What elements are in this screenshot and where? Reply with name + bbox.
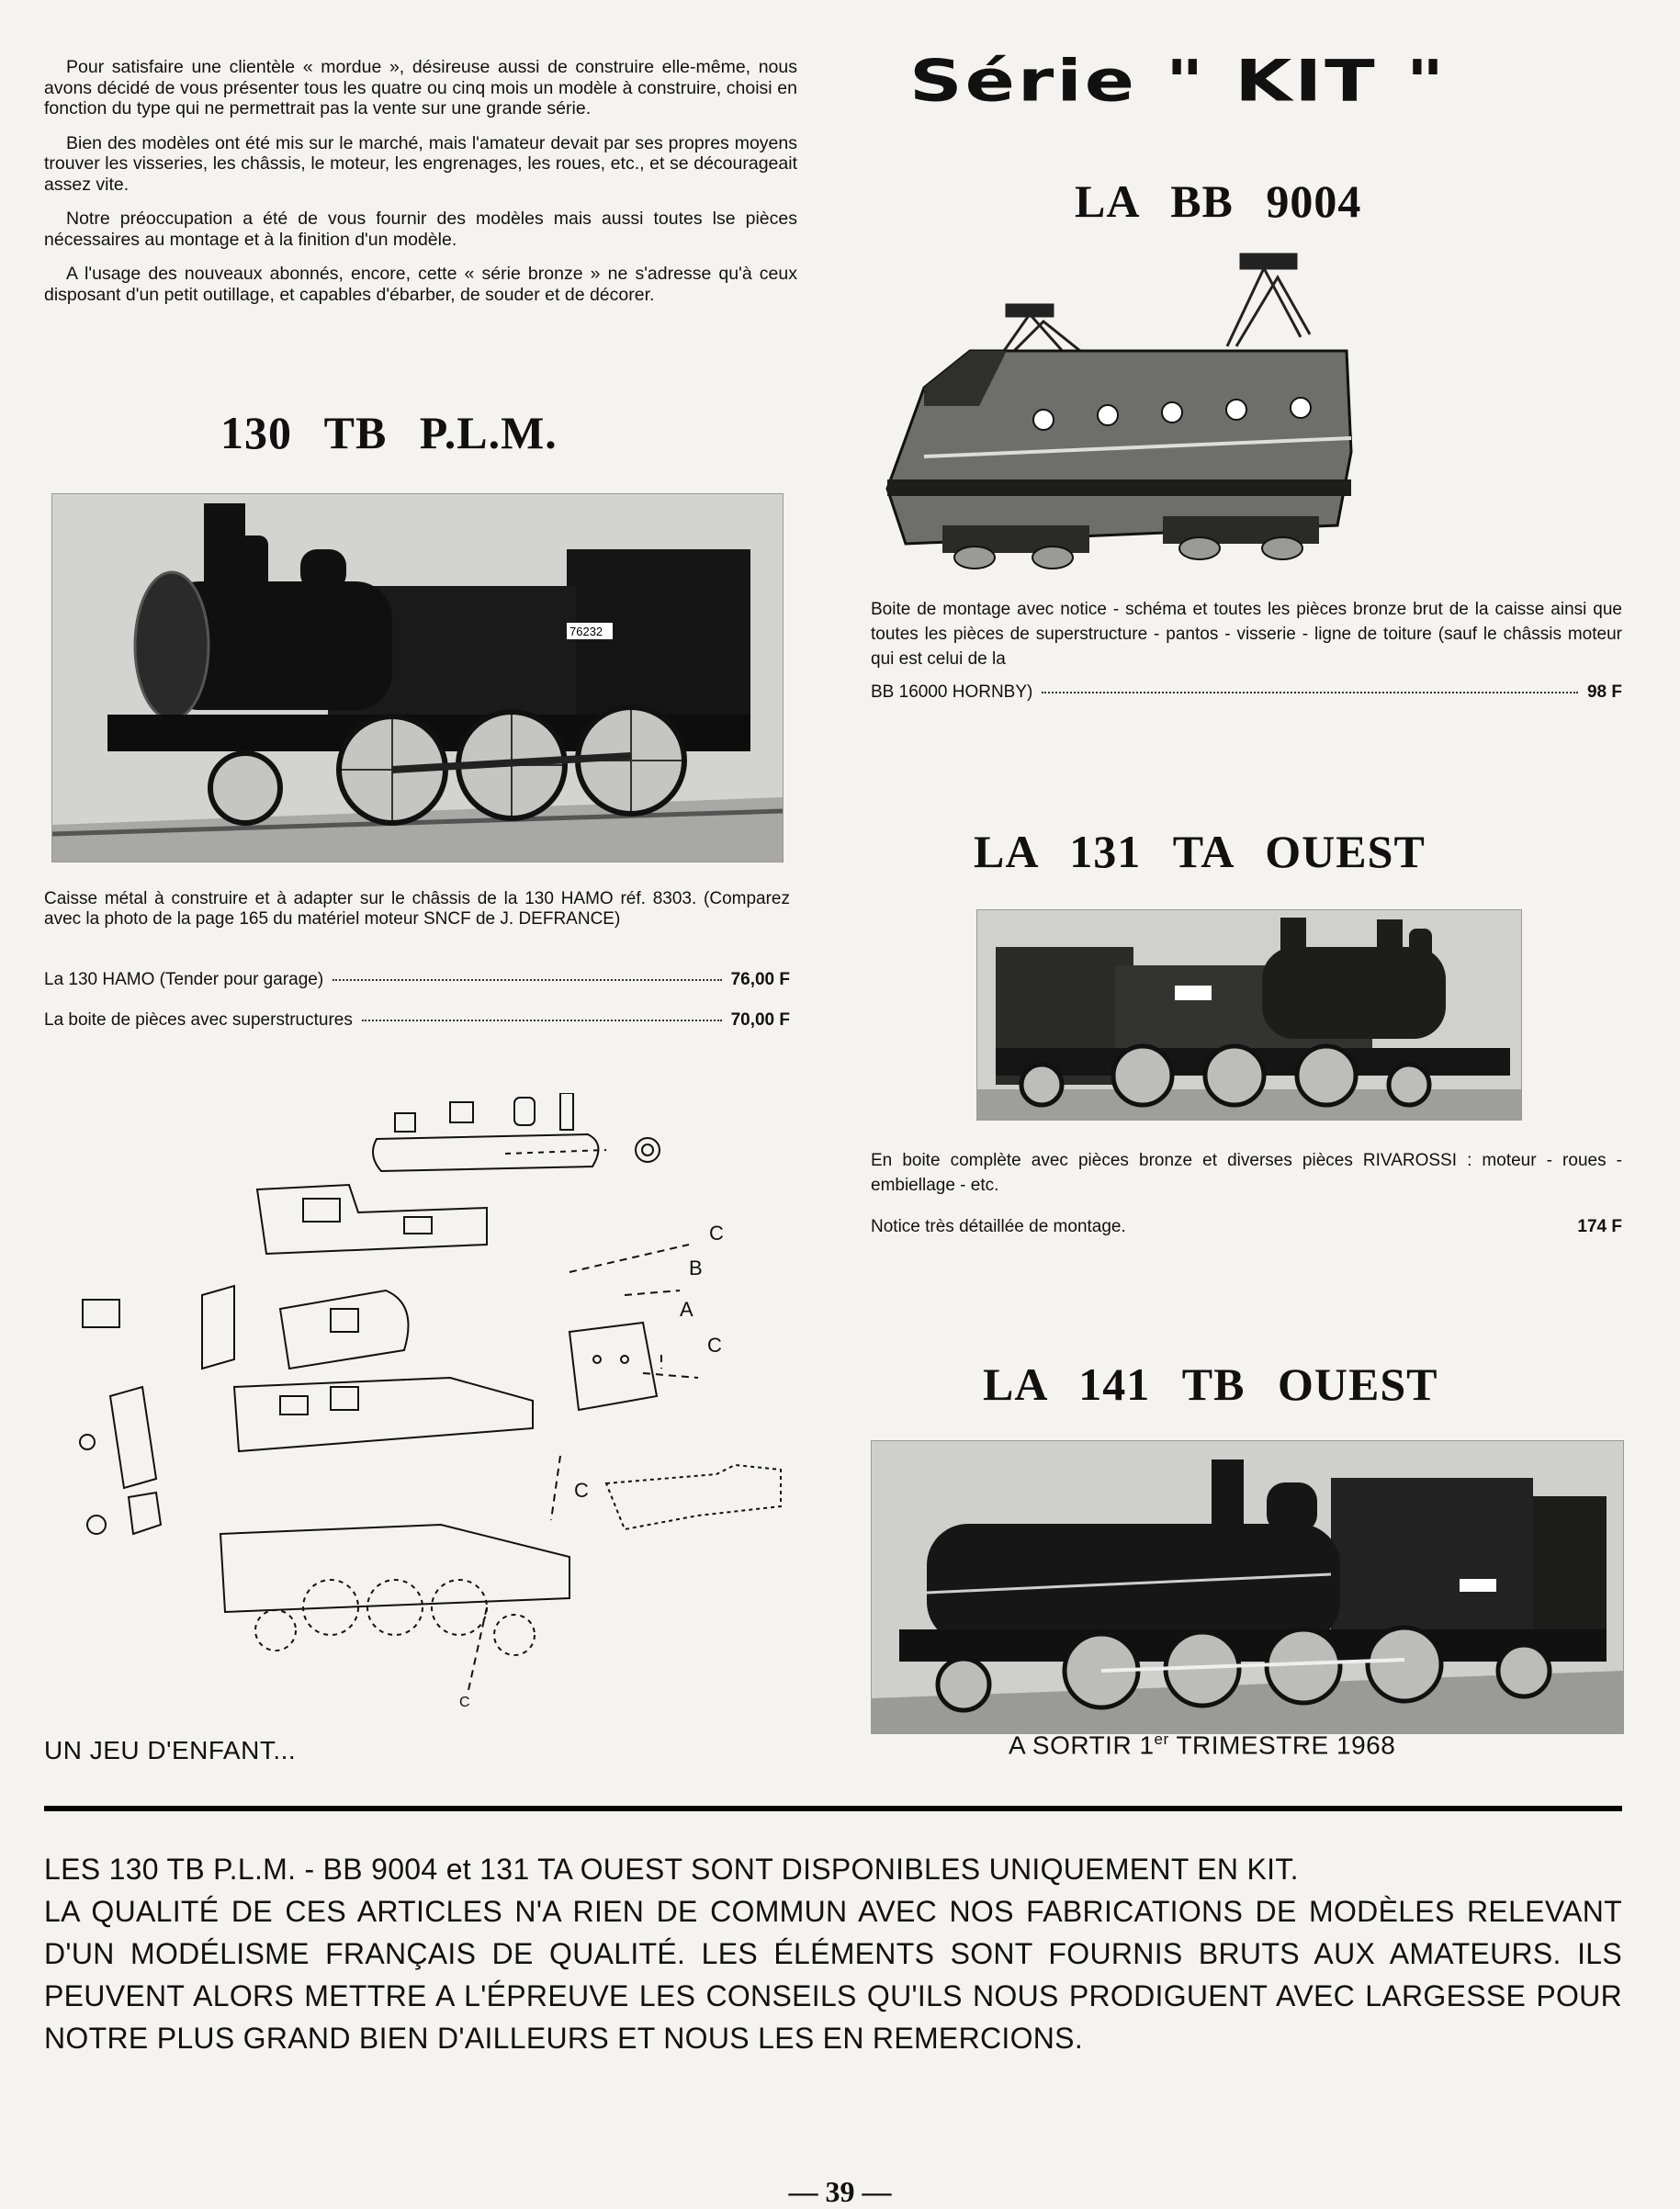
plm-item-price: 76,00 F: [730, 970, 790, 989]
intro-paragraph: Bien des modèles ont été mis sur le marché, mais l'amateur devait par ses propres moyens trouver les visseries, les châssis, le moteur, les engrenages, les roues, etc., et se décourageait assez vite.: [44, 132, 797, 195]
ta131-photo: [976, 909, 1522, 1121]
leader-dots: [362, 1020, 722, 1021]
diagram-letter: C: [459, 1695, 470, 1710]
footer-paragraph: LA QUALITÉ DE CES ARTICLES N'A RIEN DE COMMUN AVEC NOS FABRICATIONS DE MODÈLES RELEVANT D'UN MODÉLISME FRANÇAIS DE QUALITÉ. LES ÉLÉMENTS SONT FOURNIS BRUTS AUX AMATEURS. ILS PEUVENT ALORS METTRE A L'ÉPREUVE LES CONSEILS QU'ILS NOUS PRODIGUENT AVEC LARGESSE POUR NOTRE PLUS GRAND BIEN D'AILLEURS ET NOUS LES EN REMERCIONS.: [44, 1895, 1622, 2055]
exploded-diagram: [55, 1093, 808, 1731]
plm-heading: 130 TB P.L.M.: [220, 407, 558, 458]
plm-price-line: [44, 970, 790, 990]
plm-caption: Caisse métal à construire et à adapter sur le châssis de la 130 HAMO réf. 8303. (Comparez avec la photo de la page 165 du matériel moteur SNCF de J. DEFRANCE): [44, 889, 790, 929]
tb141-heading: LA 141 TB OUEST: [983, 1358, 1438, 1410]
diagram-letter: C: [707, 1334, 722, 1357]
tb141-release-sup: er: [1154, 1730, 1169, 1748]
footer-line: LES 130 TB P.L.M. - BB 9004 et 131 TA OUEST SONT DISPONIBLES UNIQUEMENT EN KIT.: [44, 1853, 1299, 1886]
page-title: Série " KIT ": [909, 48, 1448, 115]
ta131-caption: En boite complète avec pièces bronze et diverses pièces RIVAROSSI : moteur - roues - embiellage - etc.: [871, 1151, 1622, 1195]
plm-number-plate: 76232: [569, 625, 603, 638]
diagram-letter: C: [574, 1479, 589, 1502]
intro-paragraph: Pour satisfaire une clientèle « mordue », désireuse aussi de construire elle-même, nous avons décidé de vous présenter tous les quatre ou cinq mois un modèle à construire, choisi en fonction du type qui ne permettrait pas la vente sur une grande série.: [44, 57, 797, 118]
plm-item-label: La 130 HAMO (Tender pour garage): [44, 970, 324, 989]
bb9004-photo: [869, 250, 1365, 579]
plm-item-label: La boite de pièces avec superstructures: [44, 1010, 353, 1030]
intro-text: [44, 57, 797, 319]
intro-paragraph: A l'usage des nouveaux abonnés, encore, cette « série bronze » ne s'adresse qu'à ceux disposant d'un petit outillage, et capables d'ébarber, de souder et de décorer.: [44, 264, 797, 305]
tb141-release-suffix: TRIMESTRE 1968: [1168, 1730, 1396, 1760]
bb9004-price-label: BB 16000 HORNBY): [871, 682, 1033, 702]
divider: [44, 1806, 1622, 1811]
tb141-release-date: [1009, 1730, 1395, 1760]
diagram-letter: C: [709, 1222, 724, 1245]
intro-paragraph: Notre préoccupation a été de vous fournir des modèles mais aussi toutes lse pièces nécessaires au montage et à la finition d'un modèle.: [44, 209, 797, 250]
ta131-notice: Notice très détaillée de montage.: [871, 1217, 1126, 1236]
tb141-photo: [871, 1440, 1624, 1734]
leader-dots: [1042, 692, 1578, 693]
page-number: — 39 —: [788, 2175, 892, 2208]
ta131-price: 174 F: [1577, 1217, 1622, 1236]
plm-item-price: 70,00 F: [730, 1010, 790, 1030]
bb9004-heading: LA BB 9004: [1075, 175, 1362, 227]
plm-price-line: [44, 1010, 790, 1031]
leader-dots: [333, 979, 721, 981]
plm-photo: [51, 493, 784, 862]
bb9004-price-line: [871, 682, 1622, 703]
bb9004-caption: Boite de montage avec notice - schéma et toutes les pièces bronze brut de la caisse ainsi que toutes les pièces de superstructure - pantos - visserie - ligne de toiture (sauf le châssis moteur qui est celui de la: [871, 600, 1622, 669]
diagram-letter: A: [680, 1298, 693, 1321]
tb141-release-prefix: A SORTIR 1: [1009, 1730, 1155, 1760]
footer-text: [44, 1848, 1622, 2059]
ta131-price-line: [871, 1217, 1622, 1237]
diagram-caption: UN JEU D'ENFANT...: [44, 1736, 297, 1764]
ta131-heading: LA 131 TA OUEST: [974, 826, 1426, 877]
diagram-letter: B: [689, 1257, 703, 1279]
bb9004-price: 98 F: [1586, 682, 1622, 702]
